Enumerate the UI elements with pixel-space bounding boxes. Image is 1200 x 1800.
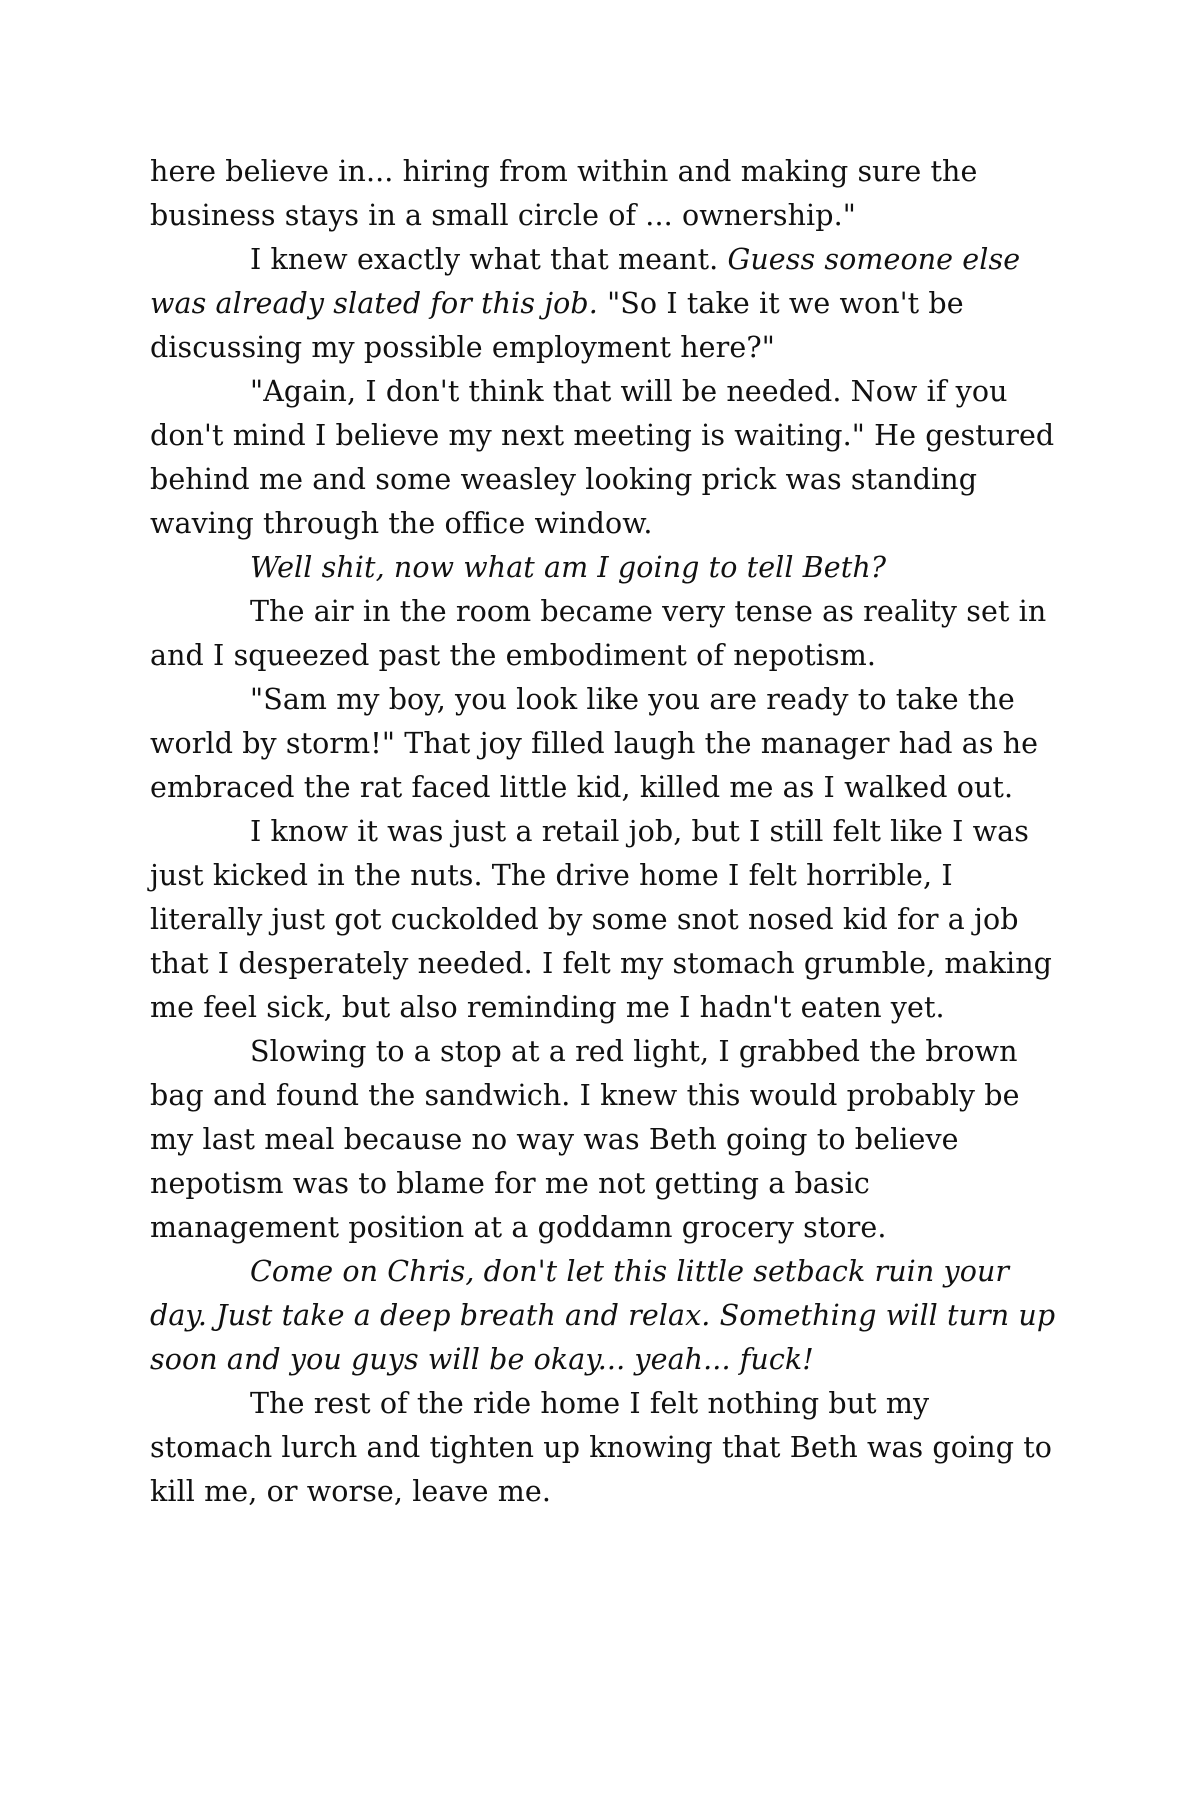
document-page (150, 150, 1060, 1514)
paragraph-4 (150, 546, 1060, 590)
paragraph-6-text: "Sam my boy, you look like you are ready to take the world by storm!" That joy filled laugh the manager had as he embraced the rat faced little kid, killed me as I walked out. (150, 683, 1039, 804)
paragraph-7 (150, 810, 1060, 1030)
paragraph-2-text-a: I knew exactly what that meant. (250, 243, 728, 276)
paragraph-5-text: The air in the room became very tense as reality set in and I squeezed past the embodiment of nepotism. (150, 595, 1047, 672)
paragraph-5 (150, 590, 1060, 678)
paragraph-10-text: The rest of the ride home I felt nothing but my stomach lurch and tighten up knowing that Beth was going to kill me, or worse, leave me. (150, 1387, 1053, 1508)
paragraph-7-text: I know it was just a retail job, but I still felt like I was just kicked in the nuts. The drive home I felt horrible, I literally just got cuckolded by some snot nosed kid for a job that I desperately needed. I felt my stomach grumble, making me feel sick, but also reminding me I hadn't eaten yet. (150, 815, 1053, 1024)
paragraph-2 (150, 238, 1060, 370)
paragraph-2-italic-thought: Guess someone else was already slated for this job. (150, 243, 1021, 320)
paragraph-3 (150, 370, 1060, 546)
paragraph-3-text: "Again, I don't think that will be needed. Now if you don't mind I believe my next meeting is waiting." He gestured behind me and some weasley looking prick was standing waving through the office window. (150, 375, 1055, 540)
paragraph-9 (150, 1250, 1060, 1382)
paragraph-1 (150, 150, 1060, 238)
paragraph-4-italic-thought: Well shit, now what am I going to tell Beth? (250, 551, 887, 584)
paragraph-1-text: here believe in... hiring from within and making sure the business stays in a small circle of ... ownership." (150, 155, 978, 232)
paragraph-8 (150, 1030, 1060, 1250)
paragraph-8-text: Slowing to a stop at a red light, I grabbed the brown bag and found the sandwich. I knew this would probably be my last meal because no way was Beth going to believe nepotism was to blame for me not getting a basic management position at a goddamn grocery store. (150, 1035, 1020, 1244)
paragraph-6 (150, 678, 1060, 810)
paragraph-10 (150, 1382, 1060, 1514)
paragraph-2-text-b: "So I take it we won't be discussing my possible employment here?" (150, 287, 964, 364)
paragraph-9-italic-thought: Come on Chris, don't let this little setback ruin your day. Just take a deep breath and relax. Something will turn up soon and you guys will be okay... yeah... fuck! (150, 1255, 1056, 1376)
